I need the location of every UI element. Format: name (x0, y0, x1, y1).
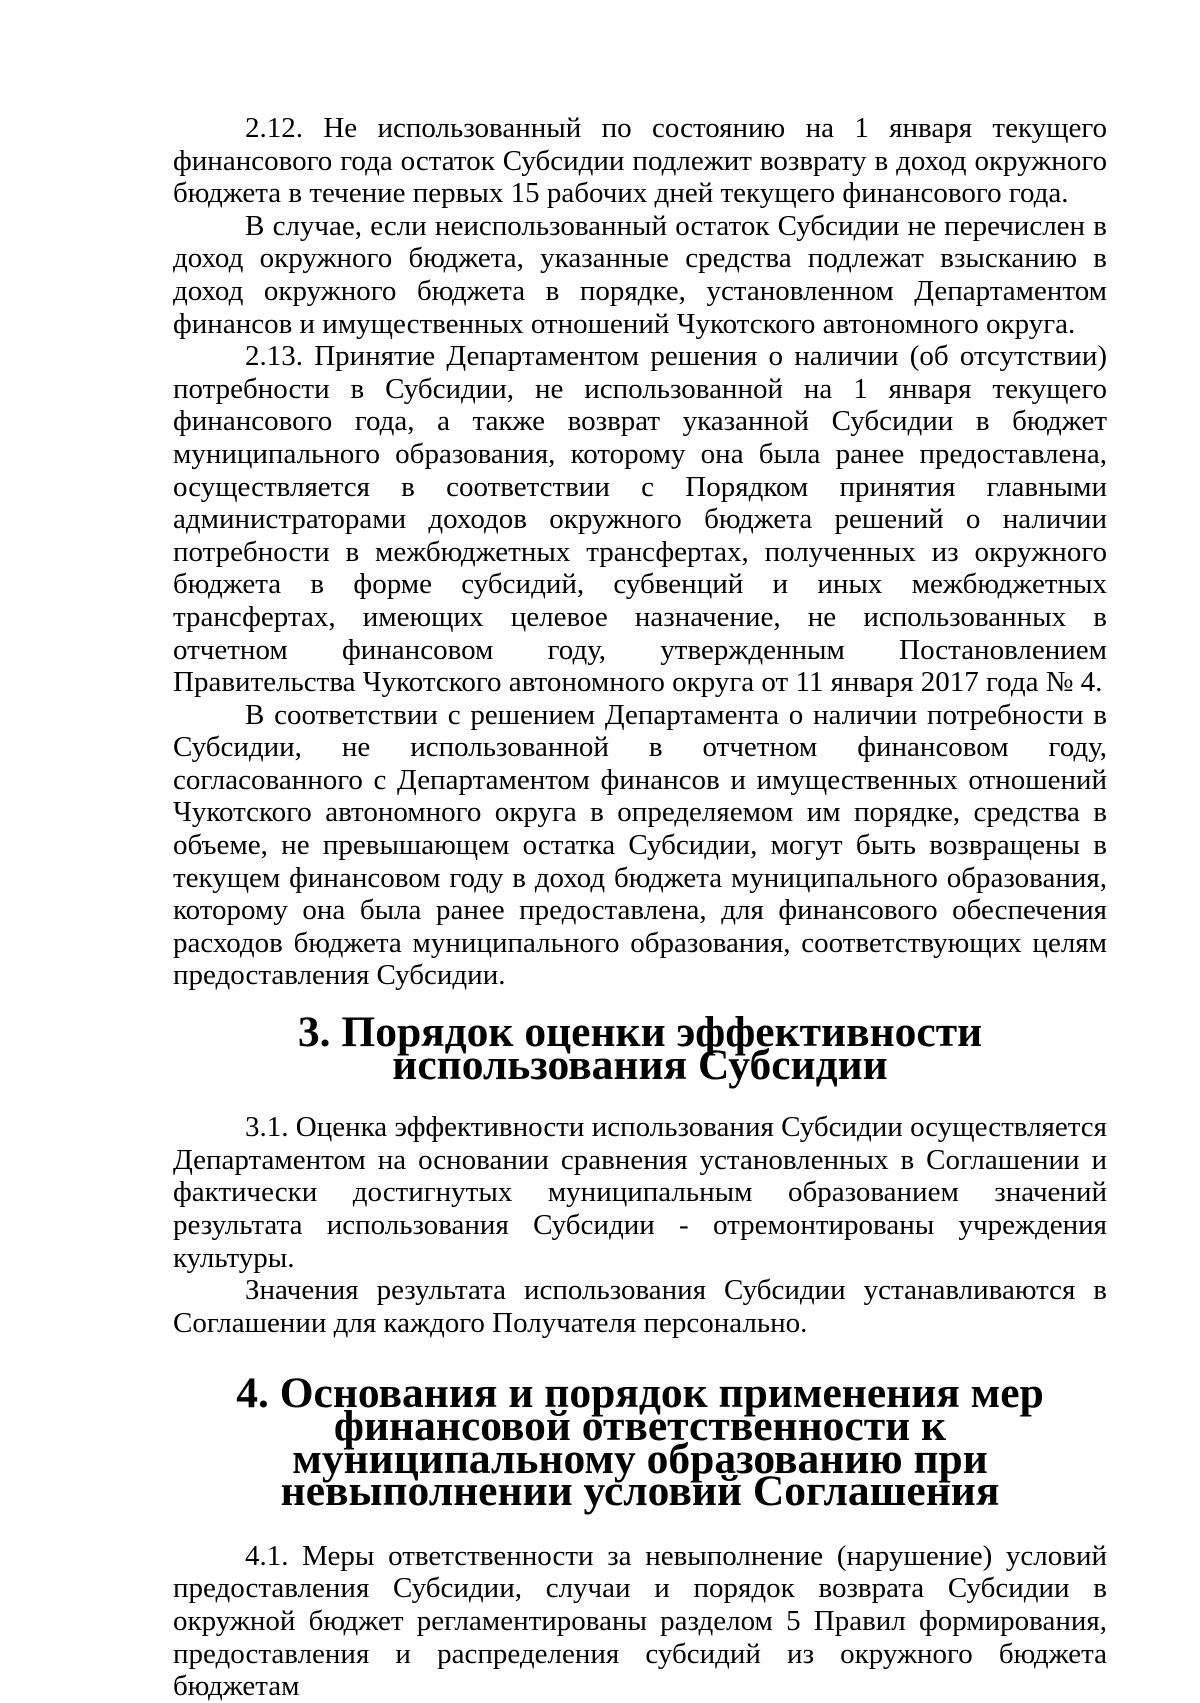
document-page (173, 112, 1107, 1703)
paragraph-3-1-values: Значения результата использования Субсидии устанавливаются в Соглашении для каждого Получателя персонально. (173, 1274, 1107, 1339)
section-4-heading: 4. Основания и порядок применения мер финансовой ответственности к муниципальному образованию при невыполнении условий Соглашения (236, 1369, 1044, 1516)
paragraph-2-13-decision: В соответствии с решением Департамента о наличии потребности в Субсидии, не использованной в отчетном финансовом году, согласованного с Департаментом финансов и имущественных отношений Чукотского автономного округа в определяемом им порядке, средства в объеме, не превышающем остатка Субсидии, могут быть возвращены в текущем финансовом году в доход бюджета муниципального образования, которому она была ранее предоставлена, для финансового обеспечения расходов бюджета муниципального образования, соответствующих целям предоставления Субсидии. (173, 698, 1107, 992)
section-3-heading: 3. Порядок оценки эффективности использования Субсидии (297, 1008, 983, 1089)
paragraph-2-12-case: В случае, если неиспользованный остаток Субсидии не перечислен в доход окружного бюджета, указанные средства подлежат взысканию в доход окружного бюджета в порядке, установленном Департаментом финансов и имущественных отношений Чукотского автономного округа. (173, 209, 1107, 340)
paragraph-2-12: 2.12. Не использованный по состоянию на 1 января текущего финансового года остаток Субсидии подлежит возврату в доход окружного бюджета в течение первых 15 рабочих дней текущего финансового года. (173, 112, 1107, 210)
paragraph-4-1: 4.1. Меры ответственности за невыполнение (нарушение) условий предоставления Субсидии, случаи и порядок возврата Субсидии в окружной бюджет регламентированы разделом 5 Правил формирования, предоставления и распределения субсидий из окружного бюджета бюджетам (173, 1539, 1107, 1703)
paragraph-3-1: 3.1. Оценка эффективности использования Субсидии осуществляется Департаментом на основании сравнения установленных в Соглашении и фактически достигнутых муниципальным образованием значений результата использования Субсидии - отремонтированы учреждения культуры. (173, 1111, 1107, 1274)
paragraph-2-13: 2.13. Принятие Департаментом решения о наличии (об отсутствии) потребности в Субсидии, не использованной на 1 января текущего финансового года, а также возврат указанной Субсидии в бюджет муниципального образования, которому она была ранее предоставлена, осуществляется в соответствии с Порядком принятия главными администраторами доходов окружного бюджета решений о наличии потребности в межбюджетных трансфертах, полученных из окружного бюджета в форме субсидий, субвенций и иных межбюджетных трансфертах, имеющих целевое назначение, не использованных в отчетном финансовом году, утвержденным Постановлением Правительства Чукотского автономного округа от 11 января 2017 года № 4. (173, 340, 1107, 699)
